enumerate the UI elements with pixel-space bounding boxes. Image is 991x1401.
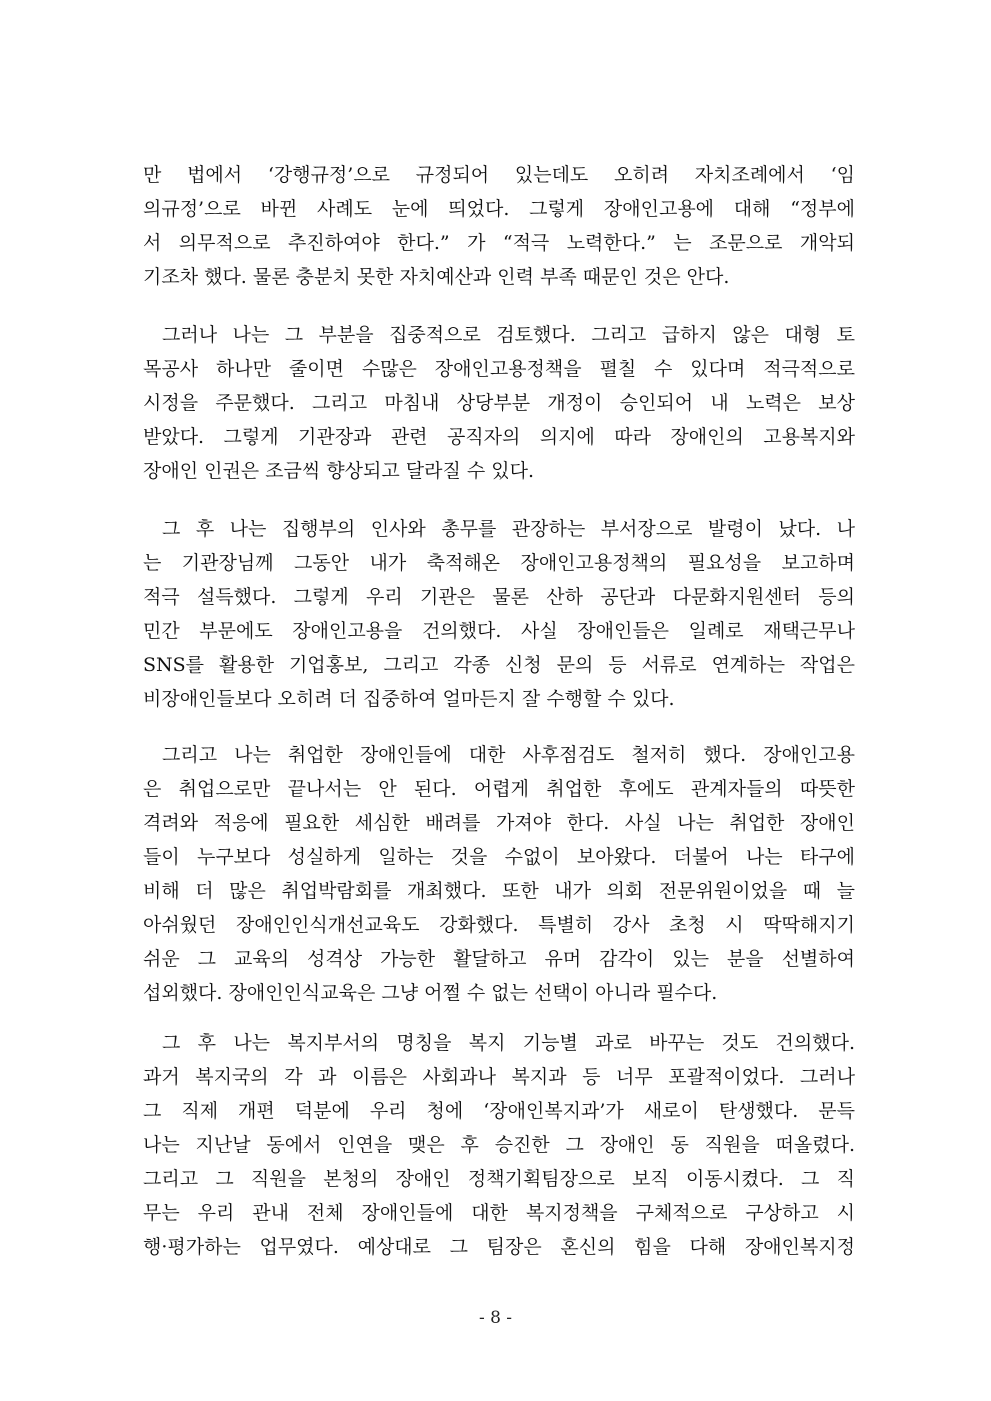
text-line: 나는 지난날 동에서 인연을 맺은 후 승진한 그 장애인 동 직원을 떠올렸다. [143,1134,855,1156]
text-line: 그리고 그 직원을 본청의 장애인 정책기획팀장으로 보직 이동시켰다. 그 직 [143,1168,855,1190]
text-line: 과거 복지국의 각 과 이름은 사회과나 복지과 등 너무 포괄적이었다. 그러나 [143,1066,855,1088]
paragraph-4 [143,738,855,1010]
text-line: 서 의무적으로 추진하여야 한다.” 가 “적극 노력한다.” 는 조문으로 개악되 [143,232,855,254]
text-line: 섭외했다. 장애인인식교육은 그냥 어쩔 수 없는 선택이 아니라 필수다. [143,982,718,1004]
text-line: 그 후 나는 집행부의 인사와 총무를 관장하는 부서장으로 발령이 났다. 나 [162,518,855,540]
text-line: 비장애인들보다 오히려 더 집중하여 얼마든지 잘 수행할 수 있다. [143,688,675,710]
text-line: 의규정’으로 바뀐 사례도 눈에 띄었다. 그렇게 장애인고용에 대해 “정부에 [143,198,855,220]
text-line: 들이 누구보다 성실하게 일하는 것을 수없이 보아왔다. 더불어 나는 타구에 [143,846,855,868]
paragraph-5 [143,1026,855,1264]
text-line: 기조차 했다. 물론 충분치 못한 자치예산과 인력 부족 때문인 것은 안다. [143,266,730,288]
text-line: 는 기관장님께 그동안 내가 축적해온 장애인고용정책의 필요성을 보고하며 [143,552,855,574]
text-line: 장애인 인권은 조금씩 향상되고 달라질 수 있다. [143,460,535,482]
text-line: 은 취업으로만 끝나서는 안 된다. 어렵게 취업한 후에도 관계자들의 따뜻한 [143,778,855,800]
text-line: 그리고 나는 취업한 장애인들에 대한 사후점검도 철저히 했다. 장애인고용 [162,744,855,766]
text-line: 격려와 적응에 필요한 세심한 배려를 가져야 한다. 사실 나는 취업한 장애인 [143,812,855,834]
paragraph-3 [143,512,855,716]
text-line: 그러나 나는 그 부분을 집중적으로 검토했다. 그리고 급하지 않은 대형 토 [162,324,855,346]
text-line: 만 법에서 ‘강행규정’으로 규정되어 있는데도 오히려 자치조례에서 ‘임 [143,164,855,186]
text-line: SNS를 활용한 기업홍보, 그리고 각종 신청 문의 등 서류로 연계하는 작업은 [143,654,855,676]
text-line: 행·평가하는 업무였다. 예상대로 그 팀장은 혼신의 힘을 다해 장애인복지정 [143,1236,855,1258]
text-line: 그 직제 개편 덕분에 우리 청에 ‘장애인복지과’가 새로이 탄생했다. 문득 [143,1100,855,1122]
paragraph-2 [143,318,855,488]
text-line: 비해 더 많은 취업박람회를 개최했다. 또한 내가 의회 전문위원이었을 때 늘 [143,880,855,902]
text-line: 아쉬웠던 장애인인식개선교육도 강화했다. 특별히 강사 초청 시 딱딱해지기 [143,914,855,936]
paragraph-1 [143,158,855,294]
text-line: 쉬운 그 교육의 성격상 가능한 활달하고 유머 감각이 있는 분을 선별하여 [143,948,855,970]
text-line: 시정을 주문했다. 그리고 마침내 상당부분 개정이 승인되어 내 노력은 보상 [143,392,855,414]
text-line: 무는 우리 관내 전체 장애인들에 대한 복지정책을 구체적으로 구상하고 시 [143,1202,855,1224]
page-number: - 8 - [478,1308,513,1328]
text-line: 받았다. 그렇게 기관장과 관련 공직자의 의지에 따라 장애인의 고용복지와 [143,426,855,448]
text-line: 적극 설득했다. 그렇게 우리 기관은 물론 산하 공단과 다문화지원센터 등의 [143,586,855,608]
text-line: 민간 부문에도 장애인고용을 건의했다. 사실 장애인들은 일례로 재택근무나 [143,620,855,642]
text-line: 목공사 하나만 줄이면 수많은 장애인고용정책을 펼칠 수 있다며 적극적으로 [143,358,855,380]
text-line: 그 후 나는 복지부서의 명칭을 복지 기능별 과로 바꾸는 것도 건의했다. [162,1032,855,1054]
